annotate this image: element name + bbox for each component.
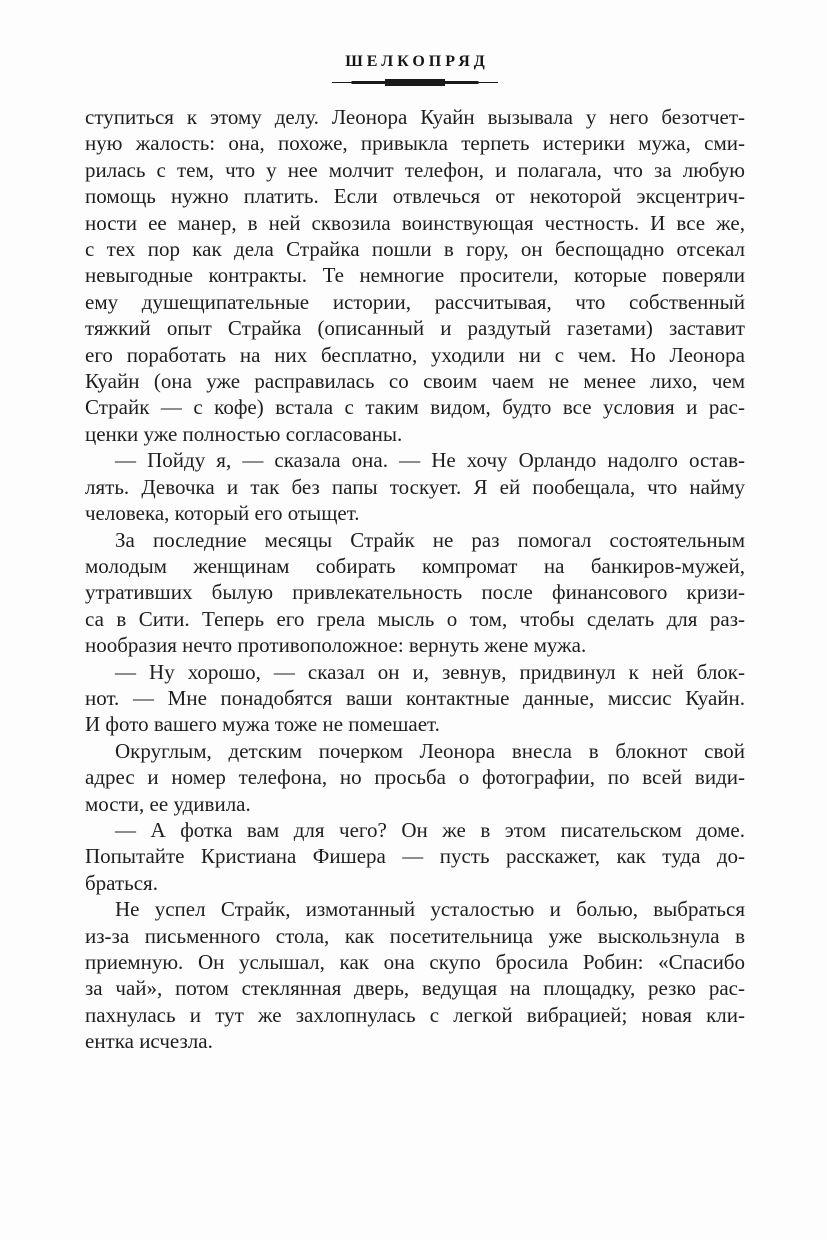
text-line: пахнулась и тут же захлопнулась с легкой вибрацией; новая кли- <box>85 1002 745 1027</box>
text-line: невыгодные контракты. Те немногие просители, которые поверяли <box>85 263 745 288</box>
page-header <box>85 0 745 86</box>
text-line: За последние месяцы Страйк не раз помогал состоятельным <box>115 527 745 552</box>
paragraph <box>85 447 745 526</box>
ornament-divider <box>332 79 498 86</box>
text-line: — Пойду я, — сказала она. — Не хочу Орландо надолго остав- <box>115 448 745 473</box>
text-line: ную жалость: она, похоже, привыкла терпеть истерики мужа, сми- <box>85 131 745 156</box>
text-line: Не успел Страйк, измотанный усталостью и болью, выбраться <box>115 897 745 922</box>
text-line: Страйк — с кофе) встала с таким видом, будто все условия и рас- <box>85 395 745 420</box>
text-line: Попытайте Кристиана Фишера — пусть расскажет, как туда до- <box>85 844 745 869</box>
paragraph <box>85 104 745 447</box>
page-text <box>85 104 745 1055</box>
text-line: из-за письменного стола, как посетительница уже выскользнула в <box>85 923 745 948</box>
text-line: ценки уже полностью согласованы. <box>85 421 403 446</box>
text-line: ступиться к этому делу. Леонора Куайн вызывала у него безотчет- <box>85 105 745 129</box>
text-line: нообразия нечто противоположное: вернуть жене мужа. <box>85 633 587 658</box>
text-line: Округлым, детским почерком Леонора внесла в блокнот свой <box>115 738 745 763</box>
text-line: лять. Девочка и так без папы тоскует. Я ей пообещала, что найму <box>85 474 745 499</box>
text-line: человека, который его отыщет. <box>85 501 360 526</box>
text-line: ему душещипательные истории, рассчитывая, что собственный <box>85 289 745 314</box>
text-line: за чай», потом стеклянная дверь, ведущая на площадку, резко рас- <box>85 976 745 1001</box>
running-head-title: ШЕЛКОПРЯД <box>345 53 489 70</box>
paragraph <box>85 817 745 896</box>
text-line: утративших былую привлекательность после финансового кризи- <box>85 580 745 605</box>
text-line: рилась с тем, что у нее молчит телефон, и полагала, что за любую <box>85 157 745 182</box>
text-line: помощь нужно платить. Если отвлечься от некоторой эксцентрич- <box>85 184 745 209</box>
text-line: молодым женщинам собирать компромат на банкиров-мужей, <box>85 553 745 578</box>
text-line: ентка исчезла. <box>85 1029 213 1054</box>
paragraph <box>85 738 745 817</box>
text-line: Куайн (она уже расправилась со своим чаем не менее лихо, чем <box>85 369 745 394</box>
text-line: — А фотка вам для чего? Он же в этом писательском доме. <box>115 817 745 842</box>
text-line: с тех пор как дела Страйка пошли в гору, он беспощадно отсекал <box>85 237 745 262</box>
paragraph <box>85 896 745 1054</box>
text-line: нот. — Мне понадобятся ваши контактные данные, миссис Куайн. <box>85 685 745 710</box>
text-line: И фото вашего мужа тоже не помешает. <box>85 712 440 737</box>
text-line: тяжкий опыт Страйка (описанный и раздутый газетами) заставит <box>85 316 745 341</box>
paragraph <box>85 659 745 738</box>
text-line: его поработать на них бесплатно, уходили ни с чем. Но Леонора <box>85 342 745 367</box>
divider-thick-line <box>385 79 445 86</box>
text-line: приемную. Он услышал, как она скупо бросила Робин: «Спасибо <box>85 950 745 974</box>
text-line: браться. <box>85 870 158 895</box>
text-line: са в Сити. Теперь его грела мысль о том, чтобы сделать для раз- <box>85 606 745 631</box>
text-line: мости, ее удивила. <box>85 791 251 816</box>
text-line: ности ее манер, в ней сквозила воинствующая честность. И все же, <box>85 210 745 235</box>
paragraph <box>85 527 745 659</box>
text-line: адрес и номер телефона, но просьба о фотографии, по всей види- <box>85 765 745 790</box>
text-line: — Ну хорошо, — сказал он и, зевнув, придвинул к ней блок- <box>115 659 745 684</box>
